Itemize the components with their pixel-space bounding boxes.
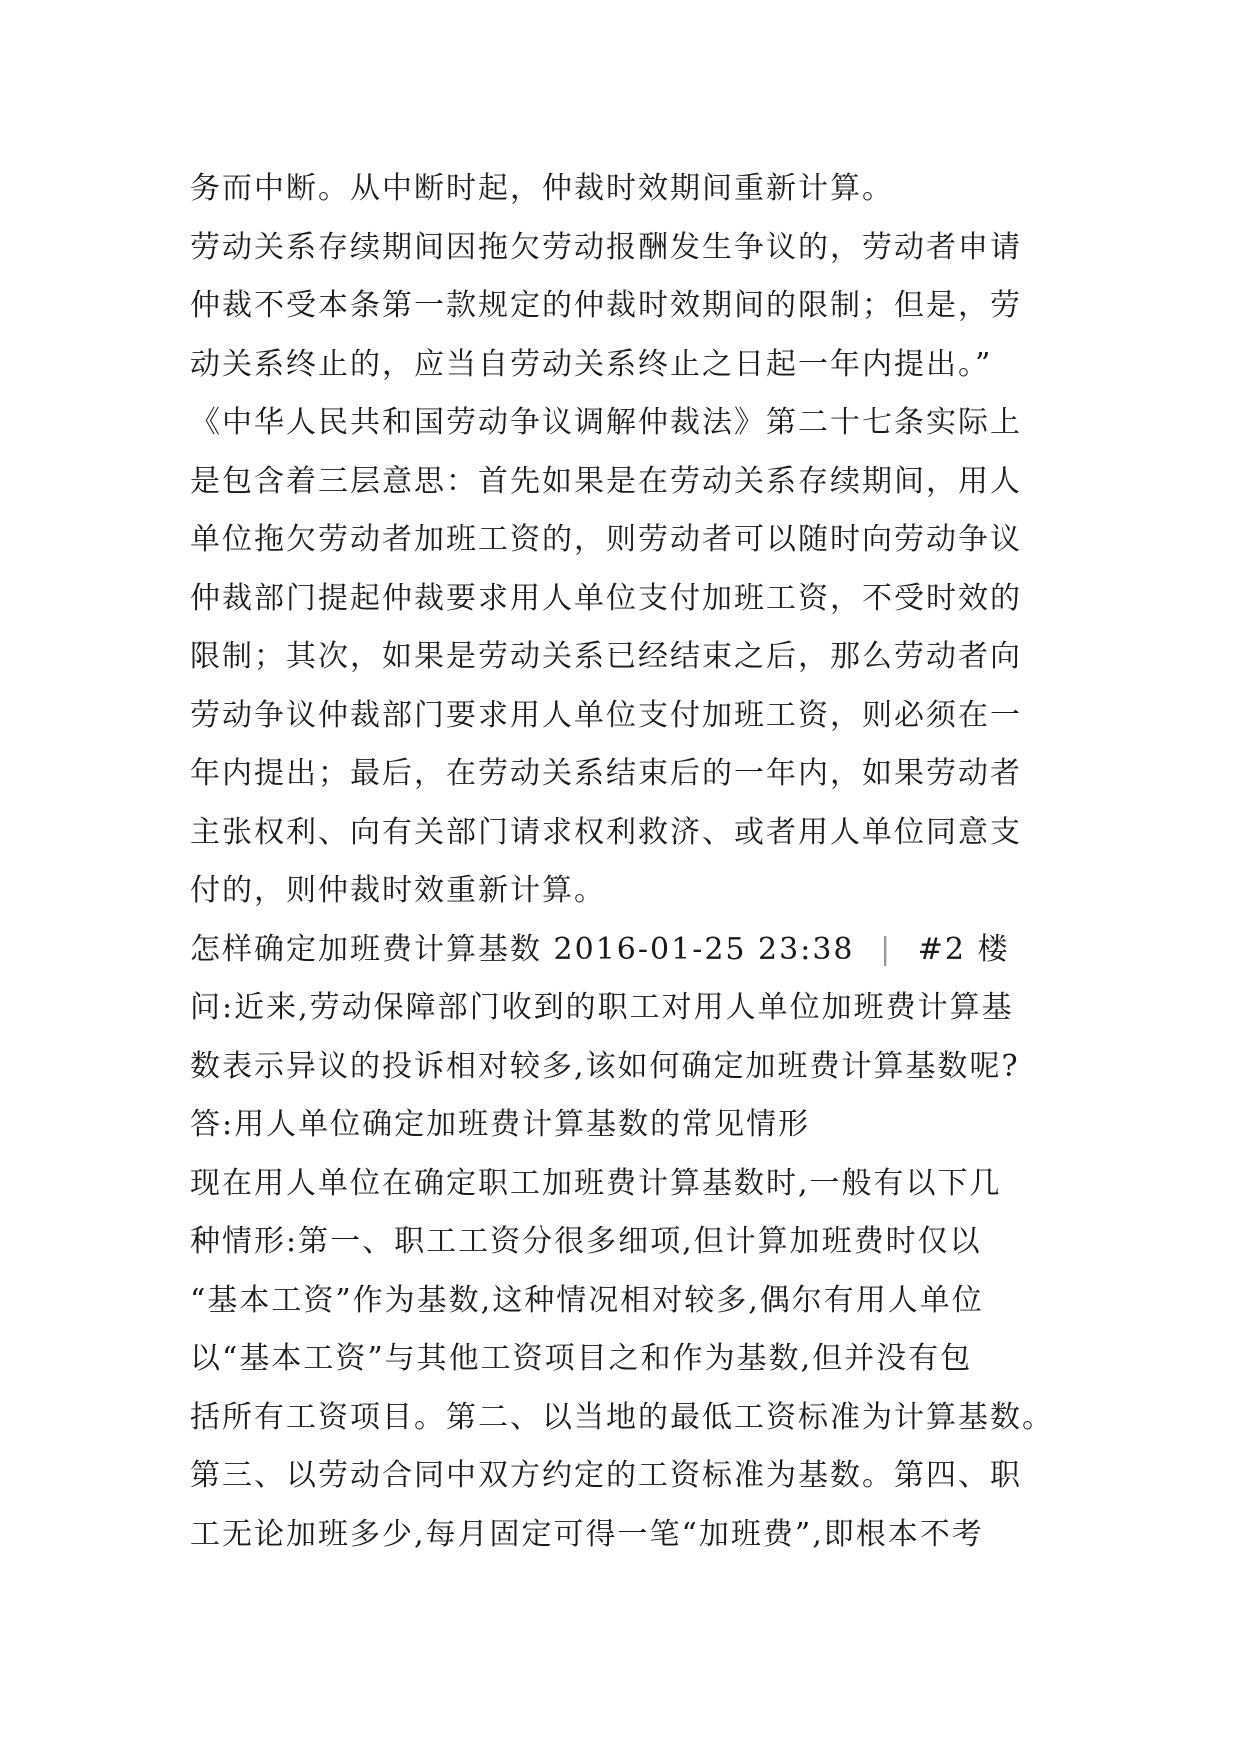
paragraph-line: 《中华人民共和国劳动争议调解仲裁法》第二十七条实际上 [190,405,1022,440]
paragraph-line: 答:用人单位确定加班费计算基数的常见情形 [190,1107,811,1142]
document-body [190,160,1070,1564]
paragraph-line: 务而中断。从中断时起，仲裁时效期间重新计算。 [190,171,894,206]
paragraph-line: 种情形:第一、职工工资分很多细项,但计算加班费时仅以 [190,1224,982,1259]
paragraph-line: 付的，则仲裁时效重新计算。 [190,873,606,908]
paragraph-line: 以“基本工资”与其他工资项目之和作为基数,但并没有包 [190,1341,973,1376]
paragraph-line: 劳动关系存续期间因拖欠劳动报酬发生争议的，劳动者申请 [190,229,1022,265]
paragraph-line: 仲裁部门提起仲裁要求用人单位支付加班工资，不受时效的 [190,580,1022,616]
paragraph-line: 主张权利、向有关部门请求权利救济、或者用人单位同意支 [190,814,1022,850]
paragraph-line: 第三、以劳动合同中双方约定的工资标准为基数。第四、职 [190,1458,1022,1493]
post-title: 怎样确定加班费计算基数 [190,931,542,967]
post-floor: #2 楼 [917,931,1010,967]
paragraph-line: 是包含着三层意思：首先如果是在劳动关系存续期间，用人 [190,463,1022,499]
paragraph-line: 劳动争议仲裁部门要求用人单位支付加班工资，则必须在一 [190,697,1022,733]
paragraph-line: 单位拖欠劳动者加班工资的，则劳动者可以随时向劳动争议 [190,522,1022,557]
paragraph-line: 动关系终止的，应当自劳动关系终止之日起一年内提出。” [190,346,993,382]
paragraph-line: 括所有工资项目。第二、以当地的最低工资标准为计算基数。 [190,1399,1054,1435]
paragraph-line: 工无论加班多少,每月固定可得一笔“加班费”,即根本不考 [190,1516,984,1552]
post-header [190,921,1070,980]
post-separator: | [880,931,893,967]
paragraph-line: 仲裁不受本条第一款规定的仲裁时效期间的限制；但是，劳 [190,288,1022,323]
paragraph-line: 限制；其次，如果是劳动关系已经结束之后，那么劳动者向 [190,639,1022,674]
paragraph-line: “基本工资”作为基数,这种情况相对较多,偶尔有用人单位 [190,1282,984,1318]
paragraph-line: 问:近来,劳动保障部门收到的职工对用人单位加班费计算基 [190,990,1014,1025]
paragraph-line: 年内提出；最后，在劳动关系结束后的一年内，如果劳动者 [190,756,1022,791]
paragraph-line: 现在用人单位在确定职工加班费计算基数时,一般有以下几 [190,1165,1002,1201]
paragraph-line: 数表示异议的投诉相对较多,该如何确定加班费计算基数呢? [190,1048,1020,1084]
post-date: 2016-01-25 23:38 [553,931,855,967]
